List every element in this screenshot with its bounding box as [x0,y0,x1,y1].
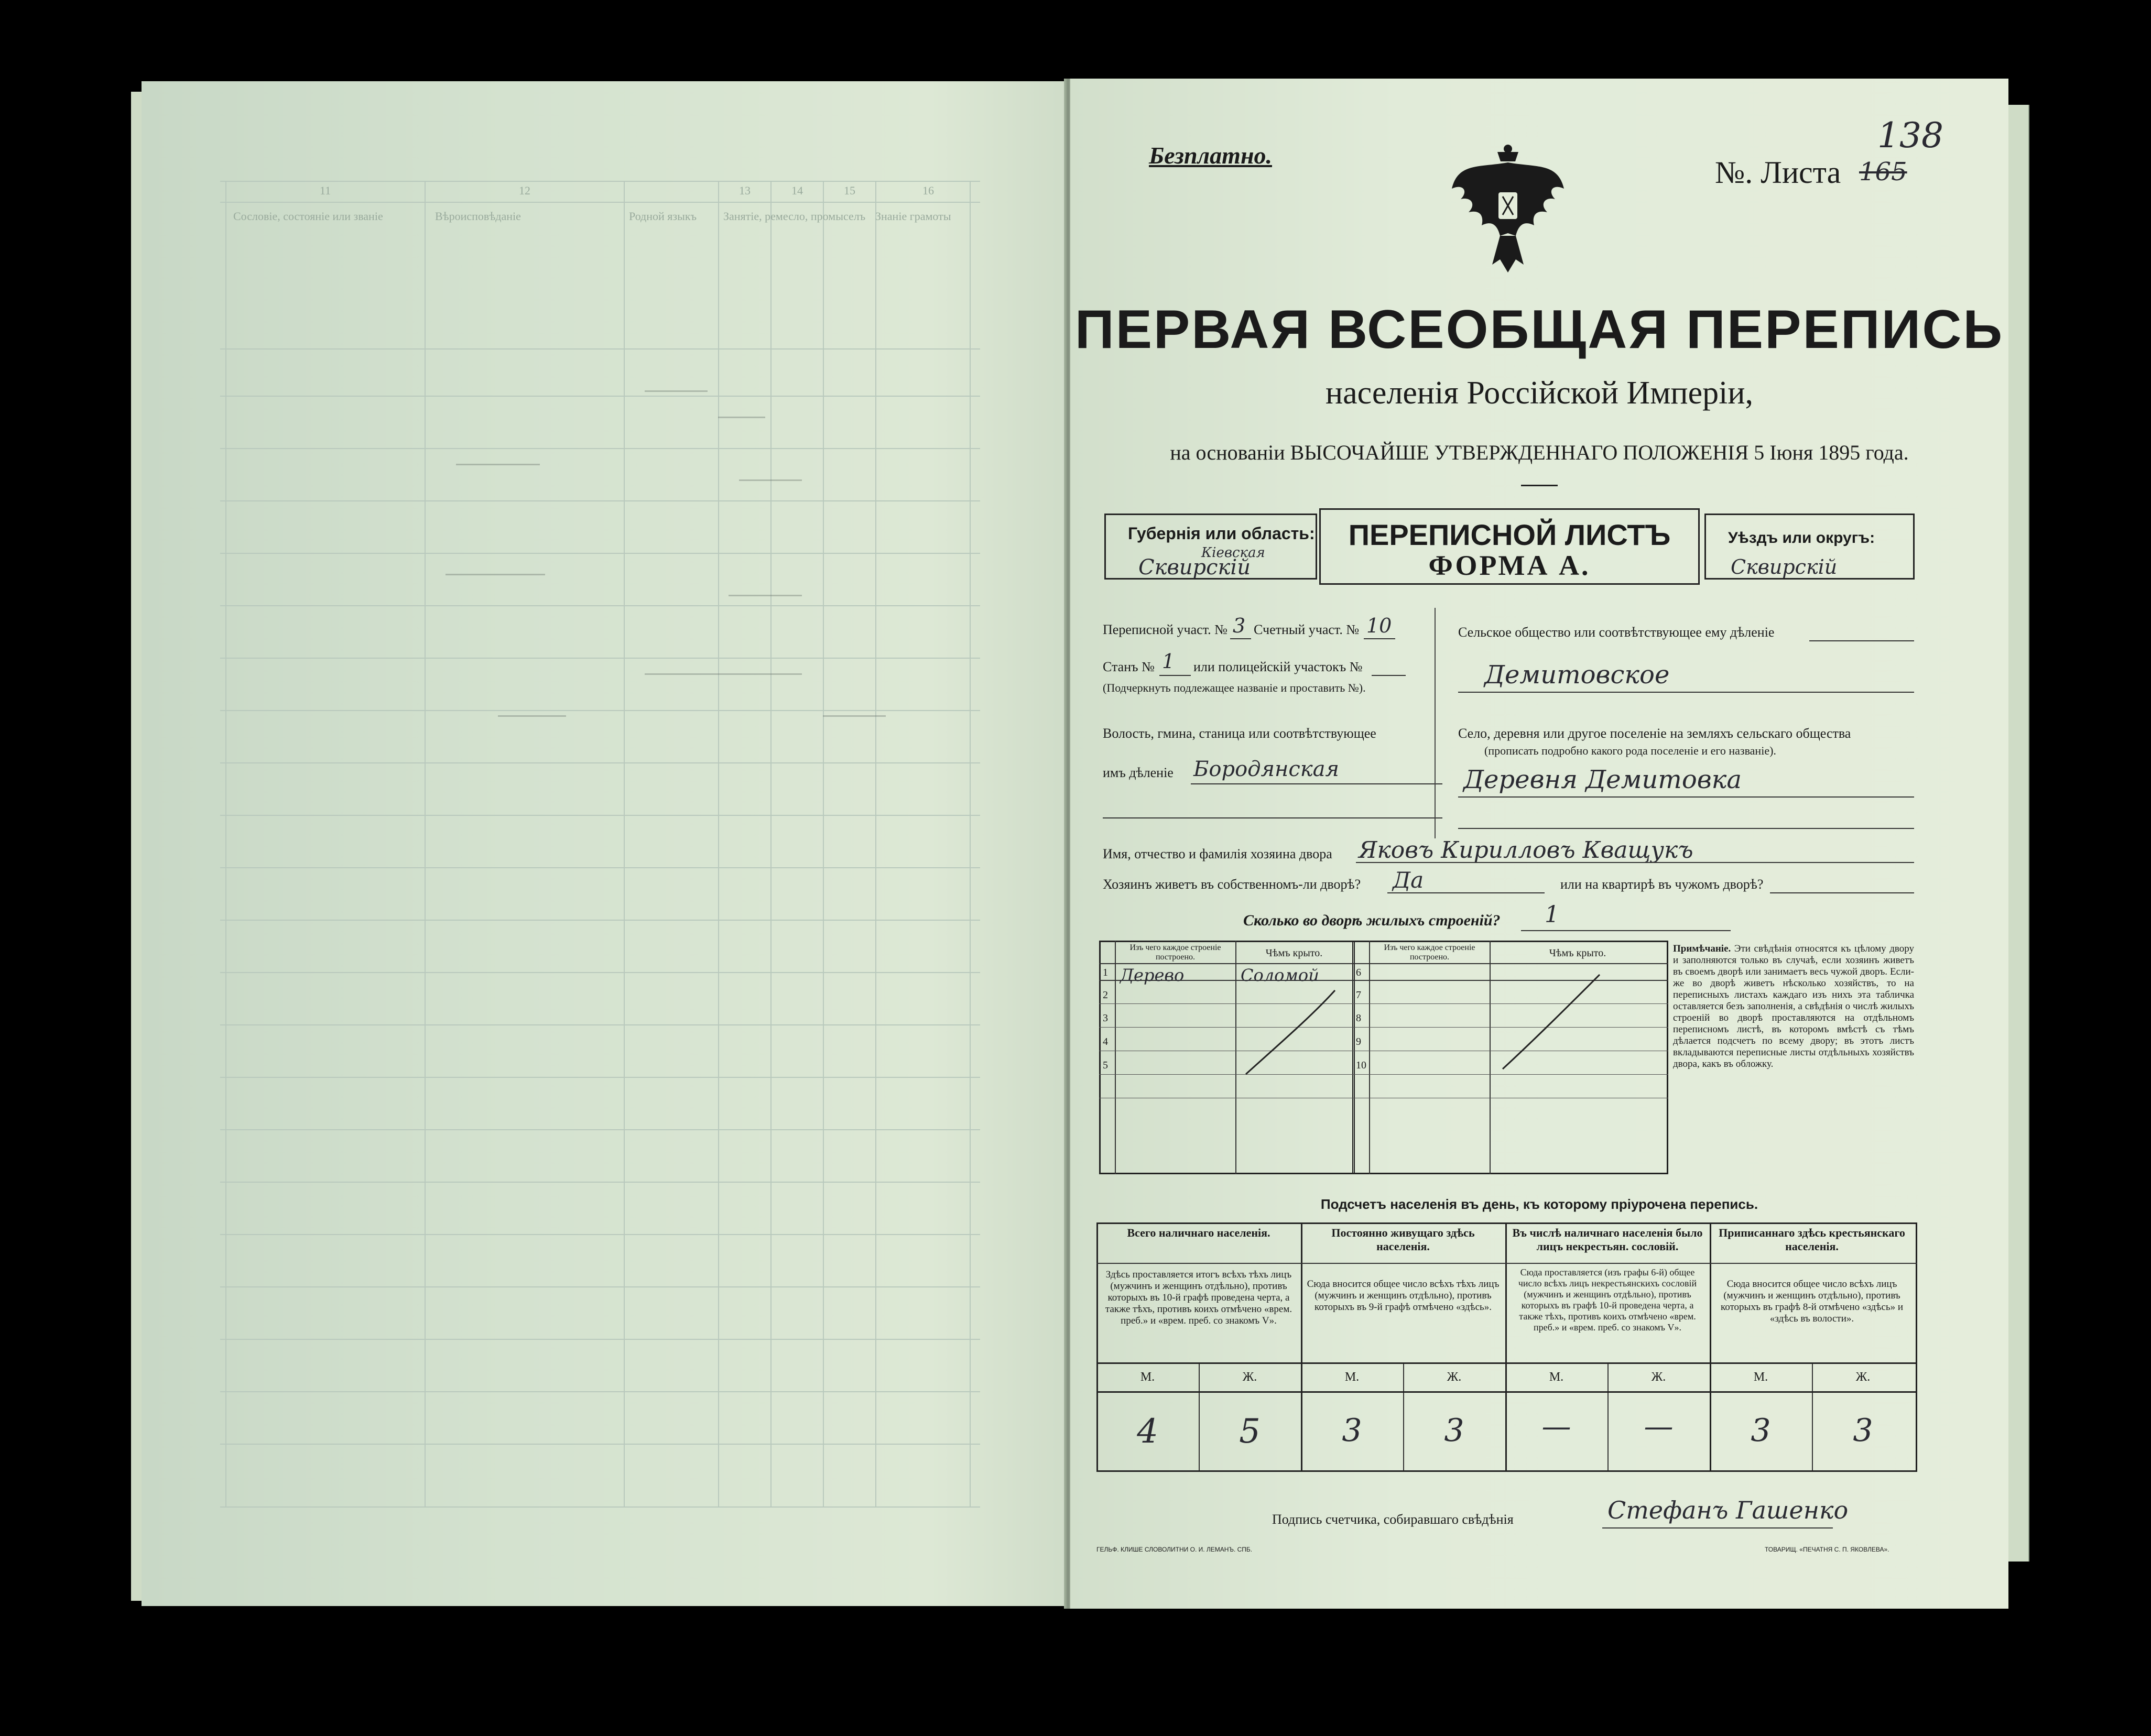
rent-label: или на квартирѣ въ чужомъ дворѣ? [1560,877,1764,892]
mirror-header: Занятіе, ремесло, промыселъ [723,210,866,223]
volost-label-2: имъ дѣленіе [1103,765,1174,780]
bleed-through-mark [739,479,802,481]
signature-label: Подпись счетчика, собиравшаго свѣдѣнія [1272,1512,1514,1527]
count-col-desc: Сюда вносится общее число всѣхъ лицъ (мужчинъ и женщинъ отдѣльно), противъ которыхъ въ графѣ 8-й отмѣчено «здѣсь» и «здѣсь въ волости». [1720,1279,1904,1324]
buildings-label: Сколько во дворѣ жилыхъ строеній? [1243,912,1501,929]
census-title: ПЕРВАЯ ВСЕОБЩАЯ ПЕРЕПИСЬ [1074,299,2004,360]
count-col-desc: Здѣсь проставляется итогъ всѣхъ тѣхъ лицъ (мужчинъ и женщинъ отдѣльно), противъ которыхъ въ 10-й графѣ проведена черта, а также тѣхъ, противъ коихъ отмѣчено «врем. преб.» и «врем. преб. со знакомъ V». [1105,1269,1292,1326]
male-label: М. [1344,1370,1360,1384]
sheet-number-label: №. Листа [1715,155,1841,190]
row-number: 2 [1103,989,1108,1001]
count-col-desc: Сюда вносится общее число всѣхъ тѣхъ лицъ (мужчинъ и женщинъ отдѣльно), противъ которыхъ въ 9-й графѣ отмѣчено «здѣсь». [1307,1279,1500,1313]
volost-label: Волость, гмина, станица или соотвѣтствующее [1103,726,1376,741]
note-text: Эти свѣдѣнія относятся къ цѣлому двору и заполняются только въ случаѣ, если хозяинъ живетъ въ своемъ дворѣ или занимаетъ весь чужой дворъ. Если-же во дворѣ живетъ нѣсколько хозяйствъ, то на переписныхъ листахъ каждаго изъ нихъ эта табличка оставляется безъ заполненія, а свѣдѣнія о числѣ жилыхъ строеній во дворѣ проставляются на отдѣльномъ переписномъ листѣ, въ которомъ вмѣстѣ съ тѣмъ дѣлается подсчетъ по всему двору; въ этотъ листъ вкладываются переписные листы отдѣльныхъ хозяйствъ двора, какъ въ обложку. [1673,943,1915,1069]
mirror-header: Сословіе, состояніе или званіе [233,210,383,223]
volost-value: Бородянская [1193,757,1339,781]
note-label: Примѣчаніе. [1673,943,1731,954]
row-number: 9 [1356,1036,1361,1047]
male-label: М. [1140,1370,1155,1384]
buildings-col-material: Изъ чего каждое строеніе построено. [1129,943,1221,962]
bleed-through-mark [645,673,802,675]
uchastok-label: Переписной участ. № [1103,622,1227,637]
buildings-col-roof: Чѣмъ крыто. [1265,947,1323,959]
bleed-through-mark [823,715,886,717]
left-page [142,81,1069,1606]
census-basis: на основаніи ВЫСОЧАЙШЕ УТВЕРЖДЕННАГО ПОЛОЖЕНІЯ 5 Іюня 1895 года. [1170,441,1909,464]
column-number: 15 [844,184,855,197]
owner-value: Яковъ Кирилловъ Кващукъ [1359,837,1693,864]
police-label: или полицейскій участокъ № [1193,659,1363,674]
signature-value: Стефанъ Гашенко [1607,1496,1849,1524]
form-title: ПЕРЕПИСНОЙ ЛИСТЪ [1348,518,1671,551]
village-label: Село, деревня или другое поселеніе на земляхъ сельскаго общества [1458,726,1851,741]
row-number: 10 [1356,1060,1366,1071]
column-number: 12 [519,184,530,197]
count-value: — [1541,1410,1571,1444]
printer-left: ГЕЛЬФ. КЛИШЕ СЛОВОЛИТНИ О. И. ЛЕМАНЪ. СПБ. [1096,1546,1253,1553]
count-col-head: Въ числѣ наличнаго населенія было лицъ некрестьян. сословій. [1512,1226,1703,1253]
divider [1521,485,1558,486]
bleed-through-mark [498,715,566,717]
row-number: 4 [1103,1036,1108,1047]
row-number: 1 [1103,967,1108,978]
stan-label: Станъ № [1103,659,1155,674]
form-letter: ФОРМА А. [1428,550,1591,581]
census-subtitle: населенія Россійской Имперіи, [1325,375,1754,411]
count-value: 3 [1853,1412,1873,1449]
society-label: Сельское общество или соотвѣтствующее ему дѣленіе [1458,625,1775,640]
count-col-head: Постоянно живущаго здѣсь населенія. [1331,1226,1475,1253]
buildings-col-roof: Чѣмъ крыто. [1549,947,1606,959]
uezd-value-left: Сквирскій [1138,555,1251,580]
male-label: М. [1549,1370,1564,1384]
uezd-label: Уѣздъ или округъ: [1728,529,1875,547]
column-divider [1435,608,1436,838]
count-value: 4 [1137,1412,1158,1451]
buildings-value: 1 [1545,901,1559,928]
buildings-note [1673,943,1914,1070]
sheet-number-struck: 165 [1859,157,1907,187]
count-value: 3 [1342,1412,1362,1449]
village-note: (прописать подробно какого рода поселеніе и его названіе). [1484,744,1776,757]
bleed-through-mark [456,464,540,465]
count-col-desc: Сюда проставляется (изъ графы 6-й) общее число всѣхъ лицъ некрестьянскихъ сословій (мужчинъ и женщинъ отдѣльно), противъ которыхъ въ графѣ 10-й проведена черта, а также тѣхъ, противъ коихъ отмѣчено «врем. преб.» и «врем. преб. со знакомъ V». [1518,1267,1697,1333]
owner-label: Имя, отчество и фамилія хозяина двора [1103,846,1332,861]
free-label: Безплатно. [1149,142,1272,169]
stan-value: 1 [1162,650,1175,673]
cancel-stroke [1238,985,1343,1079]
buildings-col-material: Изъ чего каждое строеніе построено. [1384,943,1475,962]
column-number: 16 [922,184,934,197]
schetny-value: 10 [1366,614,1392,637]
mirror-header: Родной языкъ [629,210,697,223]
bleed-through-mark [645,390,708,392]
mirror-header: Знаніе грамоты [875,210,951,223]
bleed-through-mark [446,574,545,575]
row-number: 3 [1103,1012,1108,1024]
stan-note: (Подчеркнуть подлежащее названіе и проставить №). [1103,681,1366,694]
row-number: 8 [1356,1012,1361,1024]
male-label: М. [1753,1370,1768,1384]
village-value: Деревня Демитовка [1463,765,1742,794]
row-number: 5 [1103,1060,1108,1071]
female-label: Ж. [1855,1370,1871,1384]
female-label: Ж. [1447,1370,1462,1384]
building-roof: Соломой [1241,965,1319,985]
own-yard-value: Да [1393,867,1424,893]
column-number: 13 [739,184,751,197]
uezd-value: Сквирскій [1731,555,1838,578]
count-col-head: Приписаннаго здѣсь крестьянскаго населенія. [1719,1226,1905,1253]
bleed-through-mark [729,595,802,596]
society-value: Демитовское [1484,660,1670,690]
count-value: 3 [1751,1412,1771,1449]
count-value: — [1644,1410,1674,1444]
row-number: 7 [1356,989,1361,1001]
female-label: Ж. [1651,1370,1666,1384]
female-label: Ж. [1242,1370,1257,1384]
cancel-stroke [1495,969,1605,1074]
count-value: 3 [1444,1412,1464,1449]
gubernia-label: Губернія или область: [1128,524,1315,543]
bleed-through-mark [718,417,765,418]
own-yard-label: Хозяинъ живетъ въ собственномъ-ли дворѣ? [1103,877,1361,892]
count-col-head: Всего наличнаго населенія. [1127,1226,1270,1239]
census-form-page [1070,79,2008,1609]
imperial-eagle-icon [1448,141,1568,278]
sheet-number-handwritten: 138 [1877,115,1943,156]
count-title: Подсчетъ населенія въ день, къ которому пріурочена перепись. [1320,1196,1758,1212]
schetny-label: Счетный участ. № [1254,622,1360,637]
gubernia-value: Кіевская [1201,545,1265,561]
count-value: 5 [1239,1412,1261,1451]
printer-right: ТОВАРИЩ. «ПЕЧАТНЯ С. П. ЯКОВЛЕВА». [1765,1546,1889,1553]
mirror-header: Вѣроисповѣданіе [435,210,521,223]
building-material: Дерево [1120,965,1185,985]
row-number: 6 [1356,967,1361,978]
column-number: 14 [791,184,803,197]
column-number: 11 [320,184,331,197]
uchastok-value: 3 [1233,614,1246,637]
